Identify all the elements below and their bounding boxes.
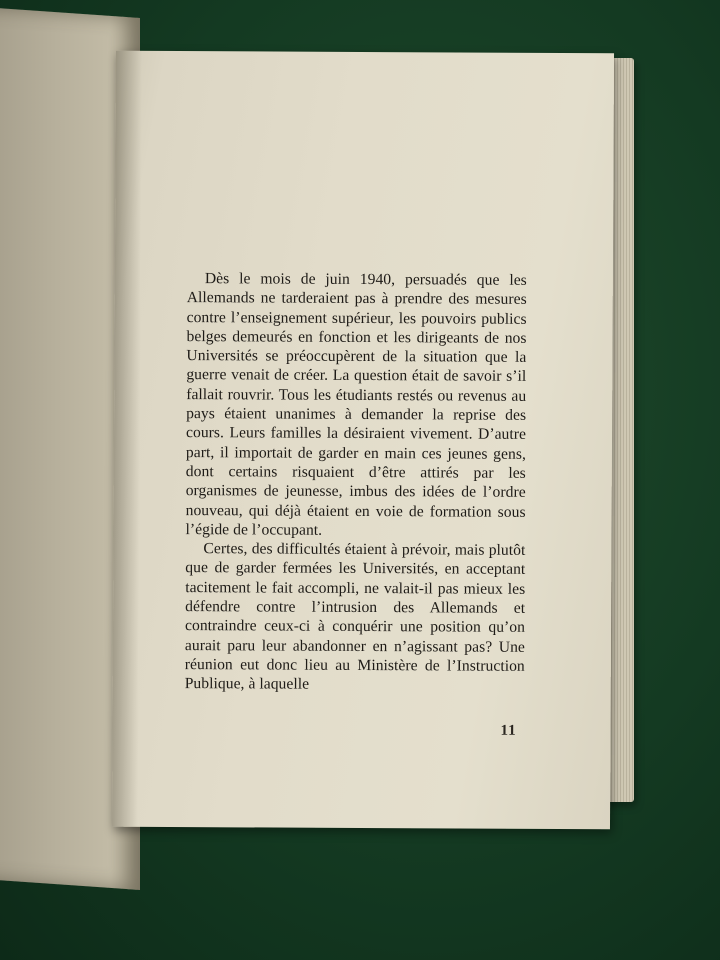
gutter-shadow — [112, 51, 142, 827]
paragraph-1: Dès le mois de juin 1940, persuadés que les Allemands ne tarderaient pas à prendre des mesures contre l’enseignement supérieur, les pouvoirs publics belges demeurés en fonction et les dirigeants de nos Universités se préoccupèrent de la situation que la guerre venait de créer. La question était de savoir s’il fallait rouvrir. Tous les étudiants restés ou revenus au pays étaient unanimes à demander la reprise des cours. Leurs familles la désiraient vivement. D’autre part, il importait de garder en main ces jeunes gens, dont certains risquaient d’être attirés par les organismes de jeunesse, imbus des idées de l’ordre nouveau, qui déjà étaient en voie de formation sous l’égide de l’occupant. — [185, 270, 527, 539]
body-text — [185, 269, 527, 695]
paragraph-2: Certes, des difficultés étaient à prévoir, mais plutôt que de garder fermées les Universités, en acceptant tacitement le fait accompli, ne valait-il pas mieux les défendre contre l’intrusion des Allemands et contraindre ceux-ci à conquérir une position qu’on aurait paru leur abandonner en n’agissant pas? Une réunion eut donc lieu au Ministère de l’Instruction Publique, à laquelle — [184, 540, 526, 693]
page-number: 11 — [500, 722, 517, 739]
right-page — [112, 51, 614, 830]
